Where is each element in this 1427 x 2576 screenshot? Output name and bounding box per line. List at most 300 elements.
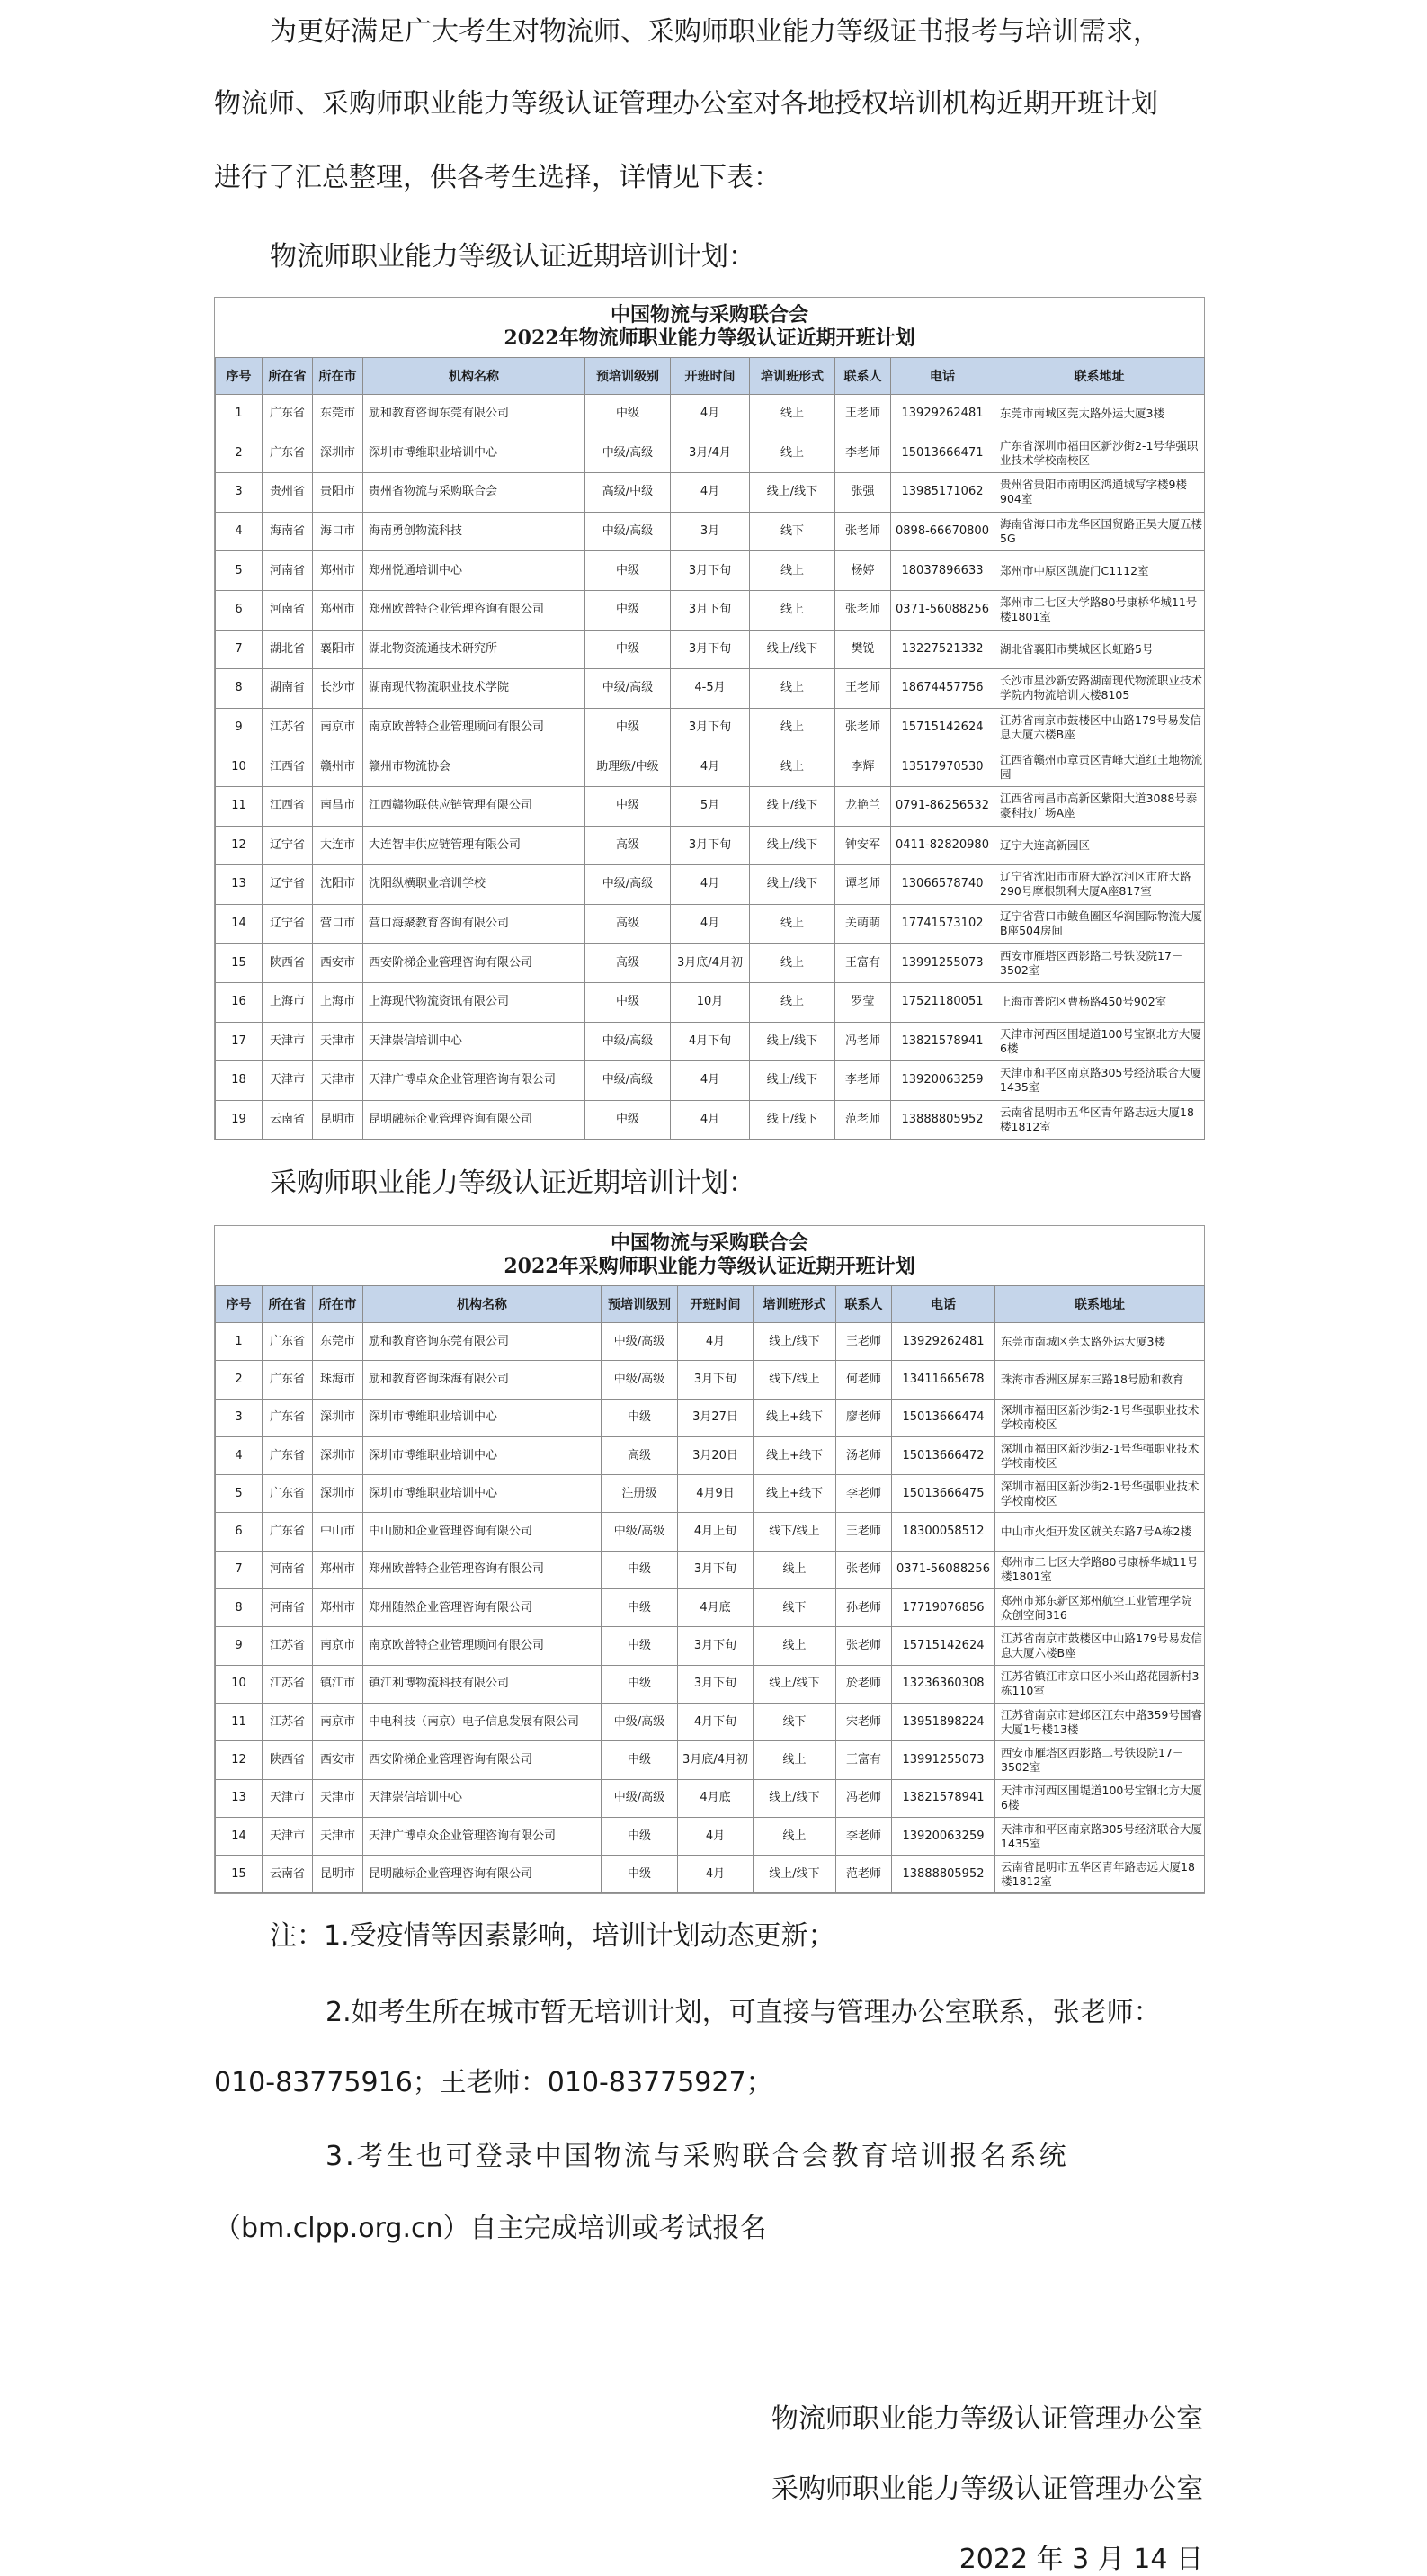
table-cell: 15 [216,944,263,983]
table-cell: 郑州欧普特企业管理咨询有限公司 [363,590,585,630]
table-cell: 杨婷 [835,551,891,591]
table-cell: 天津市 [263,1022,313,1061]
table1-body [216,395,1205,1140]
table-cell: 天津市河西区围堤道100号宝钢北方大厦6楼 [994,1022,1205,1061]
table1-header [216,358,1205,395]
table-cell: 3月下旬 [671,630,750,669]
table-cell: 3月下旬 [678,1361,754,1399]
table-cell: 西安市 [313,1741,363,1779]
table-row [216,1361,1205,1399]
table-cell: 16 [216,982,263,1022]
table-cell: 13227521332 [891,630,994,669]
table-cell: 南京欧普特企业管理顾问有限公司 [363,708,585,747]
note-2b: 010-83775916；王老师：010-83775927； [214,2067,773,2098]
table-cell: 高级 [585,904,671,944]
table-row [216,1100,1205,1140]
table-cell: 南昌市 [313,786,363,826]
intro-line-3: 进行了汇总整理，供各考生选择，详情见下表： [214,162,780,193]
note-1: 注：1.受疫情等因素影响，培训计划动态更新； [270,1920,835,1952]
table-cell: 河南省 [263,590,313,630]
table-cell: 营口市 [313,904,363,944]
table-cell: 4月 [671,1061,750,1101]
table-cell: 中山市 [313,1513,363,1551]
table-cell: 珠海市 [313,1361,363,1399]
table-cell: 中山励和企业管理咨询有限公司 [363,1513,602,1551]
table-row [216,1323,1205,1361]
table-cell: 天津市 [313,1061,363,1101]
table-cell: 上海市普陀区曹杨路450号902室 [994,982,1205,1022]
table-cell: 2 [216,1361,263,1399]
table-cell: 中级 [602,1627,678,1665]
column-header: 所在市 [313,358,363,395]
table-cell: 13 [216,865,263,905]
table-row [216,1589,1205,1627]
table-cell: 线上/线下 [754,1323,836,1361]
table-cell: 线上 [750,904,835,944]
table-cell: 东莞市 [313,395,363,434]
table-cell: 广东省 [263,434,313,473]
table-cell: 4月9日 [678,1475,754,1513]
table-cell: 线上 [750,551,835,591]
table-cell: 15715142624 [892,1627,995,1665]
table-cell: 郑州市中原区凯旋门C1112室 [994,551,1205,591]
table-cell: 昆明融标企业管理咨询有限公司 [363,1856,602,1893]
table-cell: 高级 [585,944,671,983]
table-cell: 中级 [585,982,671,1022]
column-header: 联系人 [836,1286,892,1323]
table-cell: 海南省海口市龙华区国贸路正昊大厦五楼5G [994,512,1205,551]
table-cell: 王富有 [835,944,891,983]
signature-office-1: 物流师职业能力等级认证管理办公室 [771,2403,1203,2435]
table-cell: 东莞市南城区莞太路外运大厦3楼 [994,395,1205,434]
table-cell: 3月下旬 [671,826,750,865]
table-cell: 钟安军 [835,826,891,865]
table-row [216,590,1205,630]
table-cell: 18300058512 [892,1513,995,1551]
table-cell: 郑州随然企业管理咨询有限公司 [363,1589,602,1627]
table-cell: 3 [216,1399,263,1436]
table-cell: 线下 [754,1589,836,1627]
table-cell: 中级/高级 [602,1513,678,1551]
table-cell: 谭老师 [835,865,891,905]
table-cell: 线上 [750,708,835,747]
table-cell: 6 [216,590,263,630]
table-cell: 17521180051 [891,982,994,1022]
table-cell: 西安市 [313,944,363,983]
table-row [216,630,1205,669]
table-cell: 3月下旬 [678,1551,754,1588]
table-cell: 江西省赣州市章贡区青峰大道红土地物流园 [994,747,1205,787]
table-cell: 3月下旬 [671,708,750,747]
table-cell: 15013666471 [891,434,994,473]
table-cell: 5月 [671,786,750,826]
table-cell: 13821578941 [892,1779,995,1817]
column-header: 培训班形式 [750,358,835,395]
table-cell: 天津市 [263,1779,313,1817]
table-cell: 昆明市 [313,1856,363,1893]
table-cell: 4月 [671,1100,750,1140]
table-cell: 17741573102 [891,904,994,944]
table-cell: 助理级/中级 [585,747,671,787]
table-cell: 中级/高级 [585,512,671,551]
table-cell: 张老师 [835,590,891,630]
table-cell: 李辉 [835,747,891,787]
table-row [216,1856,1205,1893]
table-cell: 4月 [671,865,750,905]
table-cell: 深圳市 [313,1399,363,1436]
table-cell: 西安市雁塔区西影路二号铁设院17－3502室 [995,1741,1205,1779]
table-cell: 18674457756 [891,669,994,709]
table-cell: 江苏省镇江市京口区小米山路花园新村3栋110室 [995,1665,1205,1703]
table-cell: 中级/高级 [585,865,671,905]
table-cell: 5 [216,551,263,591]
column-header: 联系地址 [994,358,1205,395]
table-cell: 4月 [671,747,750,787]
table-cell: 李老师 [836,1817,892,1855]
table-cell: 13929262481 [892,1323,995,1361]
table-cell: 3月/4月 [671,434,750,473]
table-cell: 线上 [754,1741,836,1779]
intro-line-2: 物流师、采购师职业能力等级认证管理办公室对各地授权培训机构近期开班计划 [214,88,1158,120]
table-cell: 4月 [671,904,750,944]
table-cell: 湖南省 [263,669,313,709]
table-cell: 中级 [602,1589,678,1627]
table-cell: 长沙市星沙新安路湖南现代物流职业技术学院内物流培训大楼8105 [994,669,1205,709]
table-cell: 线下/线上 [754,1513,836,1551]
table-cell: 0791-86256532 [891,786,994,826]
table-cell: 线上 [750,669,835,709]
table-cell: 湖南现代物流职业技术学院 [363,669,585,709]
table-cell: 3月 [671,512,750,551]
table-cell: 深圳市博维职业培训中心 [363,1399,602,1436]
table-cell: 廖老师 [836,1399,892,1436]
table-cell: 12 [216,826,263,865]
table-row [216,708,1205,747]
table-cell: 大连市 [313,826,363,865]
table-row [216,944,1205,983]
table-cell: 天津市 [313,1817,363,1855]
table-row [216,1627,1205,1665]
table-cell: 中级/高级 [585,669,671,709]
table-cell: 13411665678 [892,1361,995,1399]
table-cell: 罗莹 [835,982,891,1022]
table-cell: 张老师 [836,1551,892,1588]
table-cell: 深圳市福田区新沙街2-1号华强职业技术学校南校区 [995,1436,1205,1474]
table-cell: 17719076856 [892,1589,995,1627]
table-cell: 江苏省南京市建邺区江东中路359号国睿大厦1号楼13楼 [995,1703,1205,1740]
table-row [216,669,1205,709]
section1-title: 物流师职业能力等级认证近期培训计划： [270,241,755,273]
table-cell: 4月底 [678,1589,754,1627]
table-cell: 海南省 [263,512,313,551]
table-cell: 3月下旬 [671,551,750,591]
table-cell: 天津市 [313,1022,363,1061]
table-cell: 线下/线上 [754,1361,836,1399]
table-cell: 13821578941 [891,1022,994,1061]
column-header: 培训班形式 [754,1286,836,1323]
table-cell: 4月 [671,473,750,513]
table-cell: 江西省 [263,747,313,787]
table-row [216,1551,1205,1588]
table-row [216,395,1205,434]
table-cell: 江苏省 [263,1627,313,1665]
table-cell: 郑州悦通培训中心 [363,551,585,591]
table-cell: 张老师 [835,512,891,551]
table-cell: 江西赣物联供应链管理有限公司 [363,786,585,826]
table-cell: 云南省昆明市五华区青年路志远大厦18楼1812室 [995,1856,1205,1893]
table-row [216,1399,1205,1436]
table-cell: 天津市河西区围堤道100号宝钢北方大厦6楼 [995,1779,1205,1817]
table-cell: 何老师 [836,1361,892,1399]
table-cell: 东莞市 [313,1323,363,1361]
table-cell: 线上+线下 [754,1475,836,1513]
table-cell: 江苏省 [263,1665,313,1703]
table-cell: 王老师 [836,1513,892,1551]
table-row [216,512,1205,551]
table-cell: 广东省 [263,395,313,434]
table-cell: 广东省 [263,1513,313,1551]
table-cell: 励和教育咨询珠海有限公司 [363,1361,602,1399]
table-cell: 13888805952 [892,1856,995,1893]
column-header: 预培训级别 [602,1286,678,1323]
table-cell: 中级/高级 [585,434,671,473]
table-cell: 天津市和平区南京路305号经济联合大厦1435室 [995,1817,1205,1855]
table-cell: 樊锐 [835,630,891,669]
table-cell: 宋老师 [836,1703,892,1740]
table-cell: 4月 [671,395,750,434]
table-cell: 张强 [835,473,891,513]
table-cell: 天津市 [263,1061,313,1101]
table-cell: 湖北物资流通技术研究所 [363,630,585,669]
table2-org: 中国物流与采购联合会 [610,1231,808,1255]
table-cell: 线下 [750,512,835,551]
table1-org: 中国物流与采购联合会 [610,303,808,326]
table-cell: 14 [216,1817,263,1855]
table-row [216,826,1205,865]
table-row [216,473,1205,513]
table-cell: 中级/高级 [585,1022,671,1061]
table-cell: 17 [216,1022,263,1061]
table-cell: 5 [216,1475,263,1513]
table-cell: 中级 [602,1665,678,1703]
table-cell: 0371-56088256 [891,590,994,630]
table-row [216,1022,1205,1061]
table-cell: 镇江市 [313,1665,363,1703]
table-cell: 南京市 [313,708,363,747]
table-cell: 江苏省 [263,708,313,747]
column-header: 机构名称 [363,1286,602,1323]
table-cell: 江苏省南京市鼓楼区中山路179号易发信息大厦六楼B座 [995,1627,1205,1665]
table-cell: 线上 [754,1817,836,1855]
table-cell: 13888805952 [891,1100,994,1140]
table-cell: 天津市 [313,1779,363,1817]
table-cell: 10 [216,1665,263,1703]
table-cell: 辽宁省 [263,865,313,905]
table2-title: 2022年采购师职业能力等级认证近期开班计划 [504,1255,915,1278]
table-cell: 陕西省 [263,944,313,983]
note-3a: 3.考生也可登录中国物流与采购联合会教育培训报名系统 [326,2141,1069,2172]
table-cell: 中级 [602,1817,678,1855]
table-cell: 赣州市物流协会 [363,747,585,787]
table-cell: 河南省 [263,1551,313,1588]
table-cell: 11 [216,1703,263,1740]
table-cell: 12 [216,1741,263,1779]
table-row [216,1703,1205,1740]
table-cell: 南京市 [313,1703,363,1740]
table-cell: 中级/高级 [602,1361,678,1399]
table-cell: 3月下旬 [671,590,750,630]
table-cell: 3月27日 [678,1399,754,1436]
table-cell: 广东省 [263,1399,313,1436]
table-cell: 河南省 [263,551,313,591]
column-header: 序号 [216,358,263,395]
table-cell: 13951898224 [892,1703,995,1740]
table-cell: 大连智丰供应链管理有限公司 [363,826,585,865]
table-cell: 线上/线下 [750,1100,835,1140]
table-row [216,747,1205,787]
table-cell: 4 [216,1436,263,1474]
table-cell: 中电科技（南京）电子信息发展有限公司 [363,1703,602,1740]
table-cell: 线上 [750,434,835,473]
table-cell: 西安阶梯企业管理咨询有限公司 [363,1741,602,1779]
table-cell: 13236360308 [892,1665,995,1703]
table-row [216,904,1205,944]
table-row [216,551,1205,591]
table-cell: 深圳市博维职业培训中心 [363,434,585,473]
table-cell: 13 [216,1779,263,1817]
table-cell: 广东省 [263,1436,313,1474]
note-2a: 2.如考生所在城市暂无培训计划，可直接与管理办公室联系，张老师： [326,1997,1161,2028]
table-cell: 广东省深圳市福田区新沙街2-1号华强职业技术学校南校区 [994,434,1205,473]
table-cell: 贵州省 [263,473,313,513]
table-cell: 10月 [671,982,750,1022]
table-cell: 襄阳市 [313,630,363,669]
table-cell: 中级 [602,1741,678,1779]
table-cell: 线上/线下 [750,473,835,513]
table-cell: 线上/线下 [754,1779,836,1817]
table-cell: 昆明市 [313,1100,363,1140]
table-row [216,1741,1205,1779]
table-cell: 4月上旬 [678,1513,754,1551]
table-cell: 线上 [750,944,835,983]
table-cell: 深圳市 [313,434,363,473]
column-header: 电话 [891,358,994,395]
table-row [216,1513,1205,1551]
column-header: 机构名称 [363,358,585,395]
table-cell: 辽宁省营口市鲅鱼圈区华润国际物流大厦B座504房间 [994,904,1205,944]
table-cell: 深圳市博维职业培训中心 [363,1436,602,1474]
column-header: 所在市 [313,1286,363,1323]
table-cell: 郑州市 [313,1551,363,1588]
table-cell: 郑州市 [313,1589,363,1627]
table-cell: 辽宁省 [263,826,313,865]
table-cell: 上海市 [313,982,363,1022]
table-cell: 3月下旬 [678,1665,754,1703]
table-cell: 线下 [754,1703,836,1740]
table-cell: 线上/线下 [750,1061,835,1101]
table-cell: 注册级 [602,1475,678,1513]
table-cell: 上海市 [263,982,313,1022]
table-cell: 王富有 [836,1741,892,1779]
column-header: 开班时间 [678,1286,754,1323]
column-header: 所在省 [263,358,313,395]
table-cell: 昆明融标企业管理咨询有限公司 [363,1100,585,1140]
table-cell: 龙艳兰 [835,786,891,826]
table-cell: 湖北省襄阳市樊城区长虹路5号 [994,630,1205,669]
table-cell: 汤老师 [836,1436,892,1474]
table-cell: 天津广博卓众企业管理咨询有限公司 [363,1061,585,1101]
table-cell: 13929262481 [891,395,994,434]
table-cell: 张老师 [836,1627,892,1665]
table-cell: 江苏省 [263,1703,313,1740]
table-cell: 3 [216,473,263,513]
table-cell: 辽宁省 [263,904,313,944]
table-cell: 7 [216,1551,263,1588]
table-cell: 中级 [585,786,671,826]
table-cell: 海口市 [313,512,363,551]
column-header: 联系人 [835,358,891,395]
table-cell: 15013666472 [892,1436,995,1474]
table-cell: 江西省 [263,786,313,826]
table-cell: 1 [216,1323,263,1361]
table-cell: 天津市和平区南京路305号经济联合大厦1435室 [994,1061,1205,1101]
table-cell: 张老师 [835,708,891,747]
table-cell: 10 [216,747,263,787]
table-cell: 郑州市二七区大学路80号康桥华城11号楼1801室 [994,590,1205,630]
table-row [216,434,1205,473]
signature-office-2: 采购师职业能力等级认证管理办公室 [771,2473,1203,2505]
table-cell: 4月 [678,1323,754,1361]
table-cell: 王老师 [836,1323,892,1361]
table-cell: 东莞市南城区莞太路外运大厦3楼 [995,1323,1205,1361]
table-cell: 天津市 [263,1817,313,1855]
section2-title: 采购师职业能力等级认证近期培训计划： [270,1167,755,1199]
table-cell: 0371-56088256 [892,1551,995,1588]
table-cell: 4月 [678,1817,754,1855]
table-cell: 4月底 [678,1779,754,1817]
table-row [216,1436,1205,1474]
table-cell: 广东省 [263,1475,313,1513]
table-cell: 13517970530 [891,747,994,787]
table-row [216,1817,1205,1855]
table-row [216,982,1205,1022]
column-header: 序号 [216,1286,263,1323]
table-cell: 郑州市二七区大学路80号康桥华城11号楼1801室 [995,1551,1205,1588]
table-cell: 赣州市 [313,747,363,787]
table-cell: 4月下旬 [678,1703,754,1740]
column-header: 预培训级别 [585,358,671,395]
table-cell: 励和教育咨询东莞有限公司 [363,395,585,434]
table-cell: 13991255073 [892,1741,995,1779]
table-cell: 王老师 [835,669,891,709]
table-cell: 线上 [750,590,835,630]
table-cell: 线上/线下 [750,630,835,669]
table-cell: 中级 [585,395,671,434]
table-cell: 中级/高级 [602,1323,678,1361]
table-cell: 营口海聚教育咨询有限公司 [363,904,585,944]
table-cell: 13920063259 [891,1061,994,1101]
table-cell: 中级/高级 [602,1779,678,1817]
table-cell: 湖北省 [263,630,313,669]
table-cell: 江西省南昌市高新区紫阳大道3088号泰豪科技广场A座 [994,786,1205,826]
table-cell: 14 [216,904,263,944]
table-cell: 中级 [585,590,671,630]
table-row [216,1779,1205,1817]
table-cell: 15013666475 [892,1475,995,1513]
table-cell: 郑州市 [313,590,363,630]
table-row [216,865,1205,905]
table-cell: 冯老师 [836,1779,892,1817]
